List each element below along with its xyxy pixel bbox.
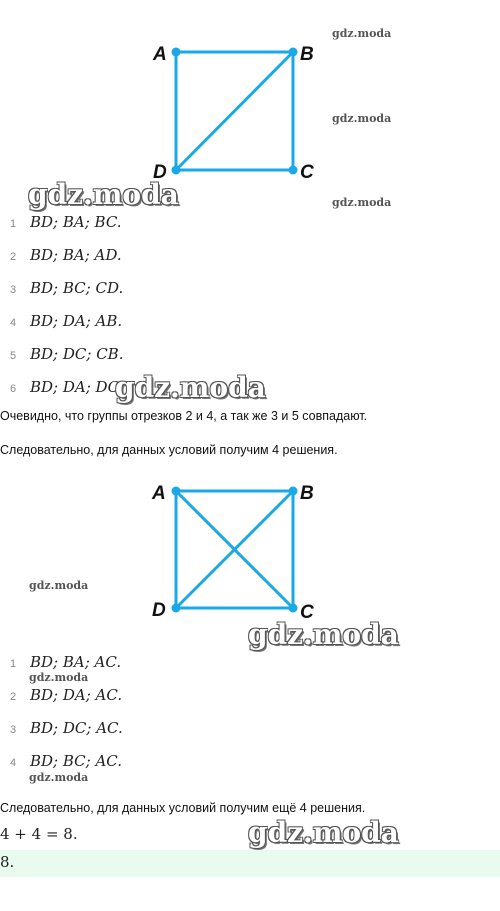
paragraph-coinciding-groups: Очевидно, что группы отрезков 2 и 4, а так же 3 и 5 совпадают. xyxy=(0,409,368,423)
watermark: gdz.moda xyxy=(115,371,266,404)
item-text: BD; BC; AC. xyxy=(30,752,123,770)
vertex-label-d: D xyxy=(153,162,167,183)
item-text: BD; BA; AC. xyxy=(30,653,122,671)
equation: 4 + 4 = 8. xyxy=(0,825,78,843)
watermark: gdz.moda xyxy=(29,579,89,592)
paragraph-solutions-2: Следовательно, для данных условий получим ещё 4 решения. xyxy=(0,801,366,815)
item-number: 2 xyxy=(10,251,17,263)
vertex-label-b: B xyxy=(300,483,314,504)
vertex-label-a: A xyxy=(152,483,166,504)
watermark: gdz.moda xyxy=(29,671,89,684)
item-text: BD; BA; AD. xyxy=(30,246,122,264)
answer-text: 8. xyxy=(0,853,15,871)
item-number: 5 xyxy=(10,350,17,362)
vertex-label-c: C xyxy=(300,602,314,623)
item-number: 4 xyxy=(10,757,17,769)
item-text: BD; BC; CD. xyxy=(30,279,124,297)
watermark: gdz.moda xyxy=(28,178,179,211)
answer-box xyxy=(0,850,500,877)
item-text: BD; DC; AC. xyxy=(30,719,123,737)
vertex-label-a: A xyxy=(153,44,167,65)
watermark: gdz.moda xyxy=(332,196,392,209)
item-text: BD; DA; AB. xyxy=(30,312,123,330)
item-text: BD; BA; BC. xyxy=(30,213,122,231)
paragraph-solutions-1: Следовательно, для данных условий получим 4 решения. xyxy=(0,443,338,457)
item-text: BD; DA; DC. xyxy=(30,378,124,396)
vertex-label-b: B xyxy=(300,44,314,65)
vertex-label-d: D xyxy=(152,600,166,621)
item-number: 6 xyxy=(10,383,17,395)
item-text: BD; DC; CB. xyxy=(30,345,124,363)
watermark: gdz.moda xyxy=(29,771,89,784)
vertex-label-c: C xyxy=(300,162,314,183)
item-number: 1 xyxy=(10,218,17,230)
item-number: 4 xyxy=(10,317,17,329)
item-text: BD; DA; AC. xyxy=(30,686,123,704)
figure-square-diagonal xyxy=(140,15,330,190)
watermark: gdz.moda xyxy=(332,27,392,40)
item-number: 1 xyxy=(10,658,17,670)
watermark: gdz.moda xyxy=(248,618,399,651)
item-number: 3 xyxy=(10,724,17,736)
watermark: gdz.moda xyxy=(332,112,392,125)
watermark: gdz.moda xyxy=(248,816,399,849)
item-number: 3 xyxy=(10,284,17,296)
item-number: 2 xyxy=(10,691,17,703)
figure-square-two-diagonals xyxy=(140,470,330,630)
